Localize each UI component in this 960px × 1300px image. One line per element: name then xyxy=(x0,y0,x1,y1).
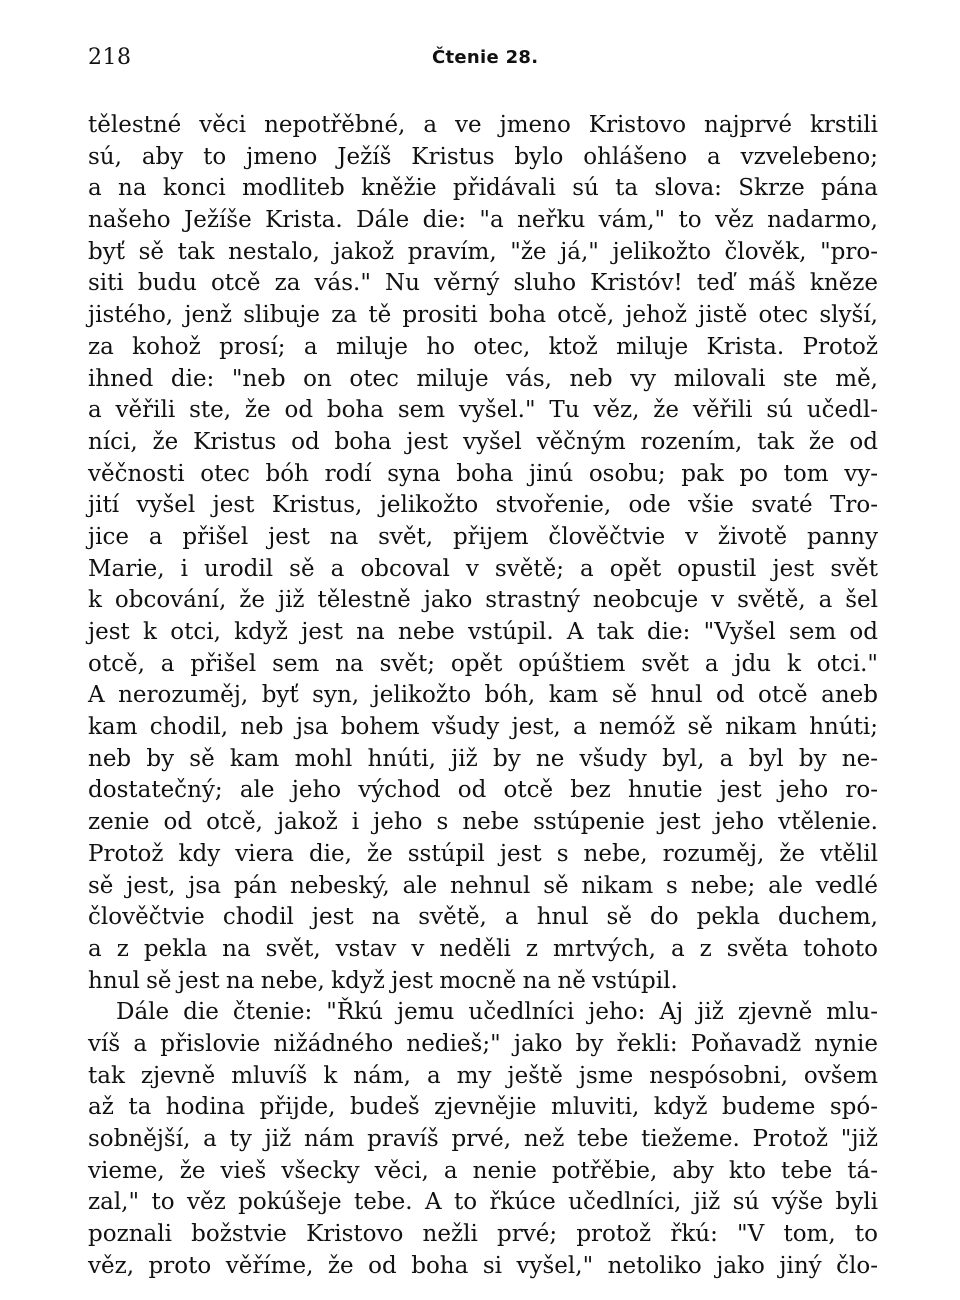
text-line: sú, aby to jmeno Ježíš Kristus bylo ohlášeno a vzvelebeno; xyxy=(88,143,878,170)
text-line: poznali božstvie Kristovo nežli prvé; protož řkú: "V tom, to xyxy=(88,1221,878,1248)
text-line: zenie od otcě, jakož i jeho s nebe sstúpenie jest jeho vtělenie. xyxy=(88,809,878,836)
text-line: kam chodil, neb jsa bohem všudy jest, a nemóž sě nikam hnúti; xyxy=(88,714,878,741)
text-line: dostatečný; ale jeho východ od otcě bez hnutie jest jeho ro- xyxy=(88,777,878,804)
text-line: a na konci modliteb kněžie přidávali sú ta slova: Skrze pána xyxy=(88,175,878,202)
text-line: sě jest, jsa pán nebeský, ale nehnul sě nikam s nebe; ale vedlé xyxy=(88,872,878,899)
text-line: věčnosti otec bóh rodí syna boha jinú osobu; pak po tom vy- xyxy=(88,460,878,487)
text-line: byť sě tak nestalo, jakož pravím, "že já," jelikožto člověk, "pro- xyxy=(88,238,878,265)
text-line: siti budu otcě za vás." Nu věrný sluho Kristóv! teď máš kněze xyxy=(88,270,878,297)
text-line: jice a přišel jest na svět, přijem člověčtvie v životě panny xyxy=(88,523,878,550)
text-line: tělestné věci nepotřěbné, a ve jmeno Kristovo najprvé krstili xyxy=(88,112,878,138)
text-line: našeho Ježíše Krista. Dále die: "a neřku vám," to věz nadarmo, xyxy=(88,207,878,234)
body-text xyxy=(88,110,878,1282)
text-line: sobnější, a ty již nám pravíš prvé, než tebe tiežeme. Protož "již xyxy=(88,1126,878,1152)
text-line: jití vyšel jest Kristus, jelikožto stvořenie, ode všie svaté Tro- xyxy=(88,492,878,519)
paragraph-last-line: hnul sě jest na nebe, když jest mocně na ně vstúpil. xyxy=(88,967,678,994)
text-line: a věřili ste, že od boha sem vyšel." Tu věz, že věřili sú učedl- xyxy=(88,397,878,424)
text-line: níci, že Kristus od boha jest vyšel věčným rozením, tak že od xyxy=(88,428,878,455)
text-line: vieme, že vieš všecky věci, a nenie potřěbie, aby kto tebe tá- xyxy=(88,1157,878,1184)
text-line: za kohož prosí; a miluje ho otec, ktož miluje Krista. Protož xyxy=(88,333,878,360)
text-line: k obcování, že již tělestně jako strastný neobcuje v světě, a šel xyxy=(88,587,878,614)
text-line: ihned die: "neb on otec miluje vás, neb vy milovali ste mě, xyxy=(88,365,878,392)
text-line: jest k otci, když jest na nebe vstúpil. A tak die: "Vyšel sem od xyxy=(88,619,878,645)
page-header xyxy=(88,40,878,76)
paragraph-first-line: Dále die čtenie: "Řkú jemu učedlníci jeho: Aj již zjevně mlu- xyxy=(116,999,878,1026)
text-line: člověčtvie chodil jest na světě, a hnul sě do pekla duchem, xyxy=(88,904,878,931)
text-line: Protož kdy viera die, že sstúpil jest s nebe, rozuměj, že vtělil xyxy=(88,840,878,867)
text-line: jistého, jenž slibuje za tě prositi boha otcě, jehož jistě otec slyší, xyxy=(88,302,878,329)
running-head: Čtenie 28. xyxy=(432,47,539,68)
text-line: až ta hodina přijde, budeš zjevnějie mluviti, když budeme spó- xyxy=(88,1094,878,1121)
text-line: zal," to věz pokúšeje tebe. A to řkúce učedlníci, již sú výše byli xyxy=(88,1189,878,1216)
text-line: a z pekla na svět, vstav v neděli z mrtvých, a z světa tohoto xyxy=(88,935,878,962)
text-line: tak zjevně mluvíš k nám, a my ještě jsme nespósobni, ovšem xyxy=(88,1062,878,1089)
text-line: Marie, i urodil sě a obcoval v světě; a opět opustil jest svět xyxy=(88,555,878,582)
text-line: neb by sě kam mohl hnúti, již by ne všudy byl, a byl by ne- xyxy=(88,745,878,772)
text-line: otcě, a přišel sem na svět; opět opúštiem svět a jdu k otci." xyxy=(88,650,878,677)
text-line: víš a přislovie nižádného nedieš;" jako by řekli: Poňavadž nynie xyxy=(88,1030,878,1057)
page-number: 218 xyxy=(88,45,132,70)
text-line: A nerozuměj, byť syn, jelikožto bóh, kam sě hnul od otcě aneb xyxy=(88,682,878,709)
text-line: věz, proto věříme, že od boha si vyšel," netoliko jako jiný člo- xyxy=(88,1252,878,1279)
